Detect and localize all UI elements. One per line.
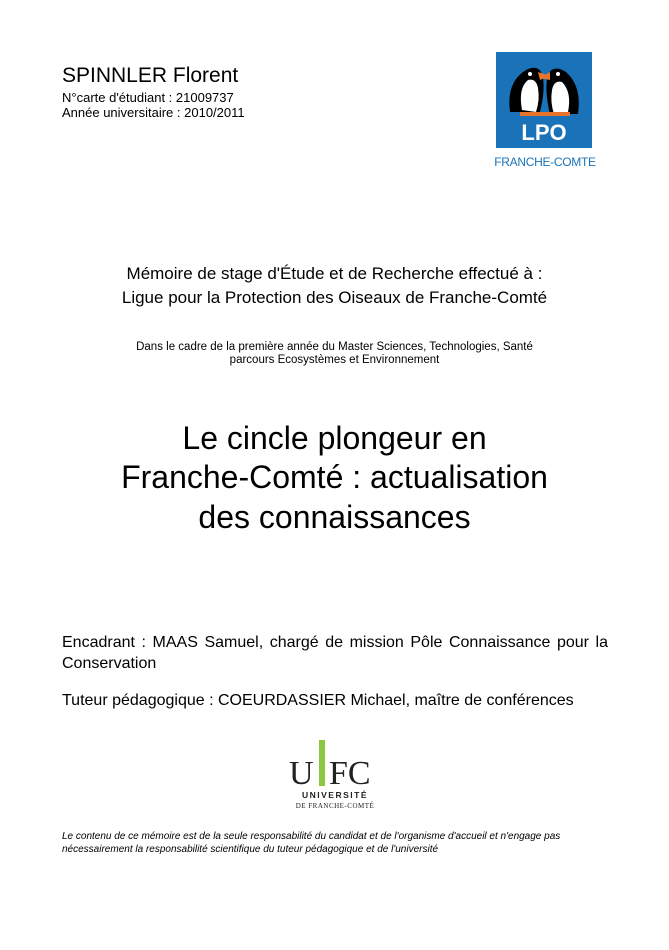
ufc-logo-region: DE FRANCHE-COMTÉ [295, 802, 375, 810]
student-card-number: N°carte d'étudiant : 21009737 [62, 90, 234, 105]
document-title-line-3: des connaissances [198, 499, 471, 535]
ufc-logo-university: UNIVERSITÉ [301, 790, 369, 800]
supervisor-tuteur: Tuteur pédagogique : COEURDASSIER Michael, maître de conférences [62, 692, 574, 709]
ufc-logo [285, 738, 385, 814]
ufc-logo-bar [319, 740, 325, 786]
master-context-line-2: parcours Ecosystèmes et Environnement [229, 354, 440, 366]
lpo-logo-text: LPO [521, 120, 567, 145]
memoire-intro-line-1: Mémoire de stage d'Étude et de Recherche effectué à : [126, 264, 543, 283]
student-name: SPINNLER Florent [62, 64, 239, 87]
supervisor-encadrant: Encadrant : MAAS Samuel, chargé de mission Pôle Connaissance pour la Conservation [62, 634, 608, 672]
academic-year: Année universitaire : 2010/2011 [62, 105, 245, 120]
lpo-logo [496, 52, 592, 148]
ufc-logo-fc: FC [329, 755, 371, 792]
memoire-intro-line-2: Ligue pour la Protection des Oiseaux de Franche-Comté [121, 288, 548, 307]
master-context-line-1: Dans le cadre de la première année du Master Sciences, Technologies, Santé [136, 341, 533, 353]
ufc-logo-u: U [289, 755, 314, 792]
lpo-region: FRANCHE-COMTE [494, 155, 596, 169]
document-title-line-1: Le cincle plongeur en [182, 420, 487, 456]
disclaimer: Le contenu de ce mémoire est de la seule responsabilité du candidat et de l'organisme d'accueil et n'engage pas nécessairement la responsabilité scientifique du tuteur pédagogique et de l'université [62, 831, 561, 855]
document-title-line-2: Franche-Comté : actualisation [121, 459, 548, 495]
